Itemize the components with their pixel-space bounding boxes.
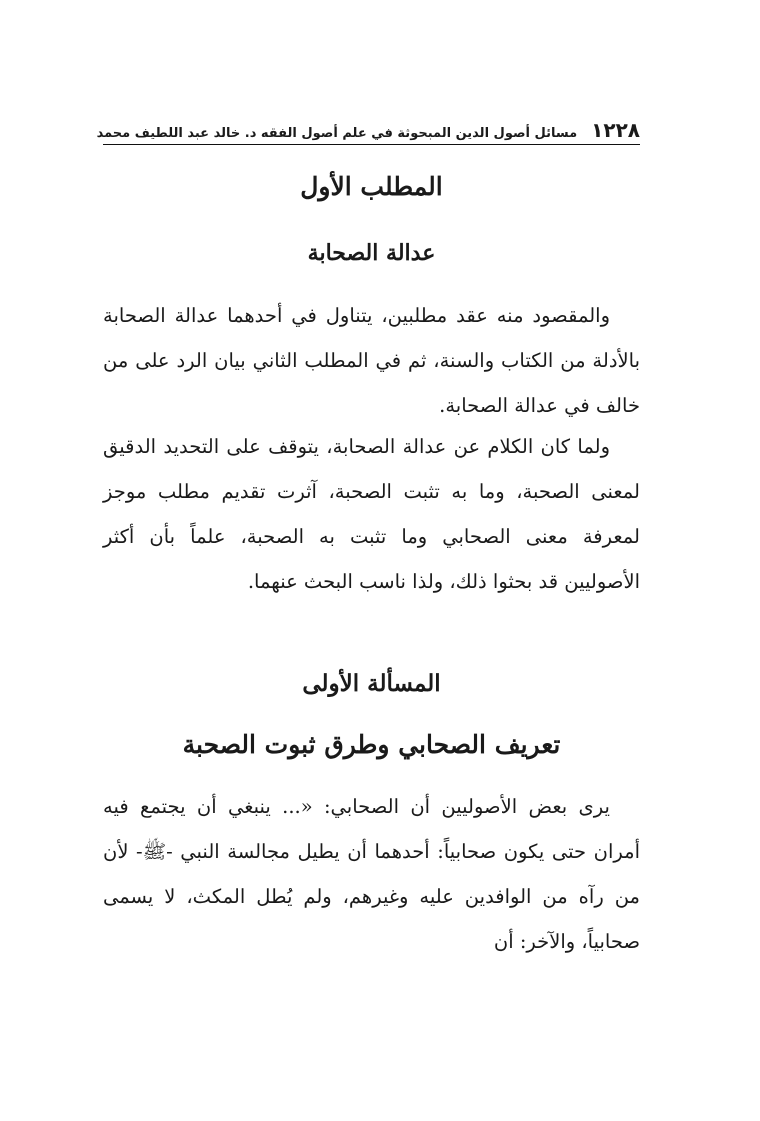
context-paragraph: ولما كان الكلام عن عدالة الصحابة، يتوقف على التحديد الدقيق لمعنى الصحبة، وما به تثبت الصحبة، آثرت تقديم مطلب موجز لمعرفة معنى الصحابي وما تثبت به الصحبة، علماً بأن أكثر الأصوليين قد بحثوا ذلك، ولذا ناسب البحث عنهما. bbox=[103, 435, 640, 593]
section-heading: عدالة الصحابة bbox=[307, 240, 436, 266]
running-title: مسائل أصول الدين المبحوثة في علم أصول الفقه د. خالد عبد اللطيف محمد bbox=[96, 126, 578, 141]
header-divider bbox=[103, 144, 640, 145]
running-header bbox=[96, 118, 640, 142]
issue-heading: المسألة الأولى bbox=[302, 670, 441, 697]
chapter-heading: المطلب الأول bbox=[300, 172, 443, 201]
intro-paragraph: والمقصود منه عقد مطلبين، يتناول في أحدهما عدالة الصحابة بالأدلة من الكتاب والسنة، ثم في المطلب الثاني بيان الرد على من خالف في عدالة الصحابة. bbox=[103, 304, 640, 417]
definition-paragraph: يرى بعض الأصوليين أن الصحابي: «... ينبغي أن يجتمع فيه أمران حتى يكون صحابياً: أحدهما أن يطيل مجالسة النبي -ﷺ- لأن من رآه من الوافدين عليه وغيرهم، ولم يُطل المكث، لا يسمى صحابياً، والآخر: أن bbox=[103, 795, 640, 953]
topic-title: تعريف الصحابي وطرق ثبوت الصحبة bbox=[182, 730, 561, 759]
page-number: ١٢٢٨ bbox=[591, 118, 640, 142]
